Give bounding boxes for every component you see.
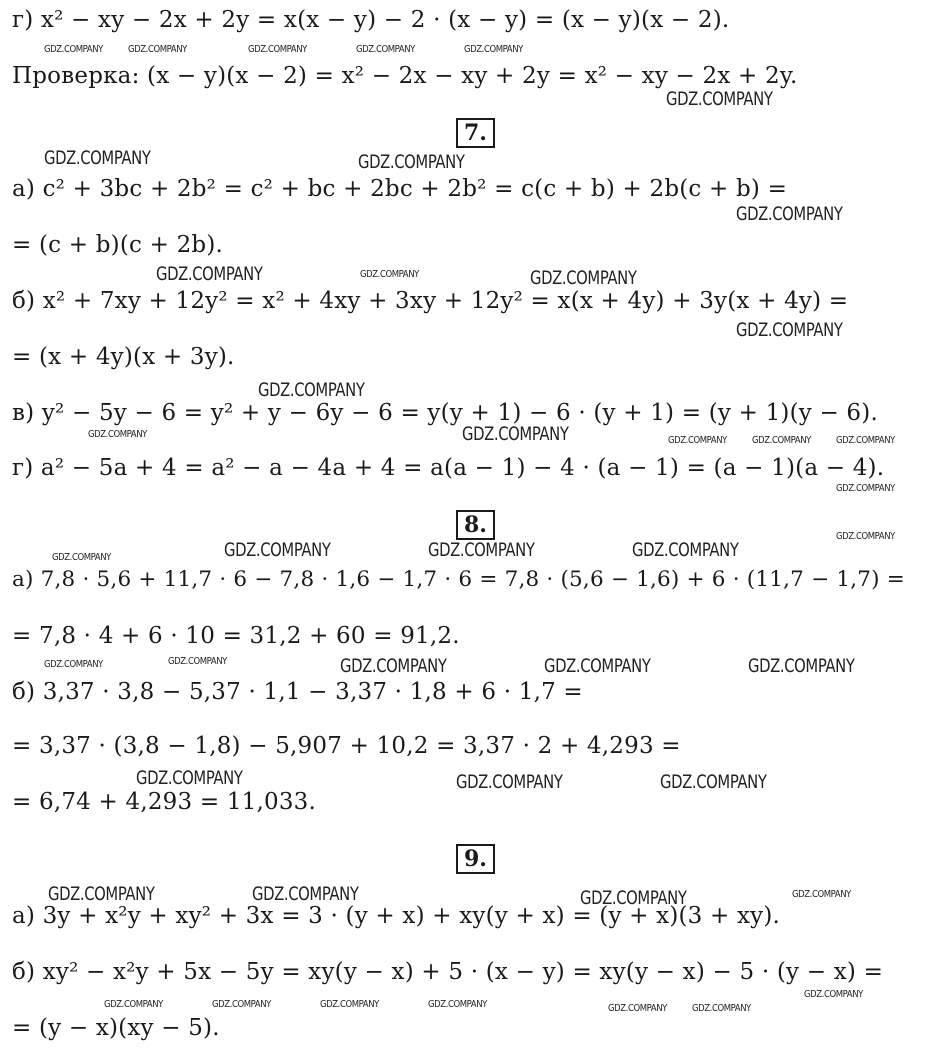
watermark: GDZ.COMPANY bbox=[428, 999, 487, 1010]
line-7g: г) a² − 5a + 4 = a² − a − 4a + 4 = a(a − 1) − 4 · (a − 1) = (a − 1)(a − 4). bbox=[12, 455, 885, 481]
watermark: GDZ.COMPANY bbox=[544, 655, 651, 677]
problem-number-7: 7. bbox=[456, 118, 495, 148]
problem-number-9: 9. bbox=[456, 844, 495, 874]
watermark: GDZ.COMPANY bbox=[608, 1003, 667, 1014]
watermark: GDZ.COMPANY bbox=[248, 44, 307, 55]
line-7v: в) y² − 5y − 6 = y² + y − 6y − 6 = y(y + 1) − 6 · (y + 1) = (y + 1)(y − 6). bbox=[12, 400, 878, 426]
watermark: GDZ.COMPANY bbox=[358, 151, 465, 173]
watermark: GDZ.COMPANY bbox=[356, 44, 415, 55]
watermark: GDZ.COMPANY bbox=[88, 429, 147, 440]
watermark: GDZ.COMPANY bbox=[580, 887, 687, 909]
problem-number-8: 8. bbox=[456, 510, 495, 540]
watermark: GDZ.COMPANY bbox=[128, 44, 187, 55]
watermark: GDZ.COMPANY bbox=[104, 999, 163, 1010]
line-check: Проверка: (x − y)(x − 2) = x² − 2x − xy + 2y = x² − xy − 2x + 2y. bbox=[12, 63, 798, 89]
watermark: GDZ.COMPANY bbox=[212, 999, 271, 1010]
watermark: GDZ.COMPANY bbox=[52, 552, 111, 563]
line-8b-1: б) 3,37 · 3,8 − 5,37 · 1,1 − 3,37 · 1,8 + 6 · 1,7 = bbox=[12, 679, 583, 705]
watermark: GDZ.COMPANY bbox=[804, 989, 863, 1000]
watermark: GDZ.COMPANY bbox=[464, 44, 523, 55]
watermark: GDZ.COMPANY bbox=[44, 659, 103, 670]
watermark: GDZ.COMPANY bbox=[360, 269, 419, 280]
watermark: GDZ.COMPANY bbox=[660, 771, 767, 793]
line-g-factor: г) x² − xy − 2x + 2y = x(x − y) − 2 · (x − y) = (x − y)(x − 2). bbox=[12, 7, 730, 33]
line-9b-1: б) xy² − x²y + 5x − 5y = xy(y − x) + 5 · (x − y) = xy(y − x) − 5 · (y − x) = bbox=[12, 959, 884, 985]
watermark: GDZ.COMPANY bbox=[48, 883, 155, 905]
line-9b-2: = (y − x)(xy − 5). bbox=[12, 1015, 220, 1041]
watermark: GDZ.COMPANY bbox=[340, 655, 447, 677]
line-8a-1: а) 7,8 · 5,6 + 11,7 · 6 − 7,8 · 1,6 − 1,7 · 6 = 7,8 · (5,6 − 1,6) + 6 · (11,7 − 1,7) = bbox=[12, 567, 905, 592]
line-7a-2: = (c + b)(c + 2b). bbox=[12, 232, 224, 258]
watermark: GDZ.COMPANY bbox=[320, 999, 379, 1010]
line-7b-2: = (x + 4y)(x + 3y). bbox=[12, 344, 235, 370]
watermark: GDZ.COMPANY bbox=[836, 435, 895, 446]
line-8b-2: = 3,37 · (3,8 − 1,8) − 5,907 + 10,2 = 3,37 · 2 + 4,293 = bbox=[12, 733, 681, 759]
watermark: GDZ.COMPANY bbox=[44, 44, 103, 55]
watermark: GDZ.COMPANY bbox=[792, 889, 851, 900]
watermark: GDZ.COMPANY bbox=[428, 539, 535, 561]
line-8b-3: = 6,74 + 4,293 = 11,033. bbox=[12, 789, 317, 815]
watermark: GDZ.COMPANY bbox=[748, 655, 855, 677]
watermark: GDZ.COMPANY bbox=[156, 263, 263, 285]
watermark: GDZ.COMPANY bbox=[462, 423, 569, 445]
watermark: GDZ.COMPANY bbox=[836, 531, 895, 542]
watermark: GDZ.COMPANY bbox=[136, 767, 243, 789]
watermark: GDZ.COMPANY bbox=[632, 539, 739, 561]
watermark: GDZ.COMPANY bbox=[736, 203, 843, 225]
watermark: GDZ.COMPANY bbox=[44, 147, 151, 169]
watermark: GDZ.COMPANY bbox=[692, 1003, 751, 1014]
watermark: GDZ.COMPANY bbox=[168, 656, 227, 667]
watermark: GDZ.COMPANY bbox=[666, 88, 773, 110]
watermark: GDZ.COMPANY bbox=[836, 483, 895, 494]
watermark: GDZ.COMPANY bbox=[258, 379, 365, 401]
watermark: GDZ.COMPANY bbox=[752, 435, 811, 446]
watermark: GDZ.COMPANY bbox=[224, 539, 331, 561]
watermark: GDZ.COMPANY bbox=[668, 435, 727, 446]
watermark: GDZ.COMPANY bbox=[736, 319, 843, 341]
line-9a: а) 3y + x²y + xy² + 3x = 3 · (y + x) + xy(y + x) = (y + x)(3 + xy). bbox=[12, 903, 781, 929]
watermark: GDZ.COMPANY bbox=[252, 883, 359, 905]
watermark: GDZ.COMPANY bbox=[456, 771, 563, 793]
line-7a-1: а) c² + 3bc + 2b² = c² + bc + 2bc + 2b² = c(c + b) + 2b(c + b) = bbox=[12, 176, 788, 202]
line-8a-2: = 7,8 · 4 + 6 · 10 = 31,2 + 60 = 91,2. bbox=[12, 623, 460, 649]
line-7b-1: б) x² + 7xy + 12y² = x² + 4xy + 3xy + 12y² = x(x + 4y) + 3y(x + 4y) = bbox=[12, 288, 849, 314]
watermark: GDZ.COMPANY bbox=[530, 267, 637, 289]
